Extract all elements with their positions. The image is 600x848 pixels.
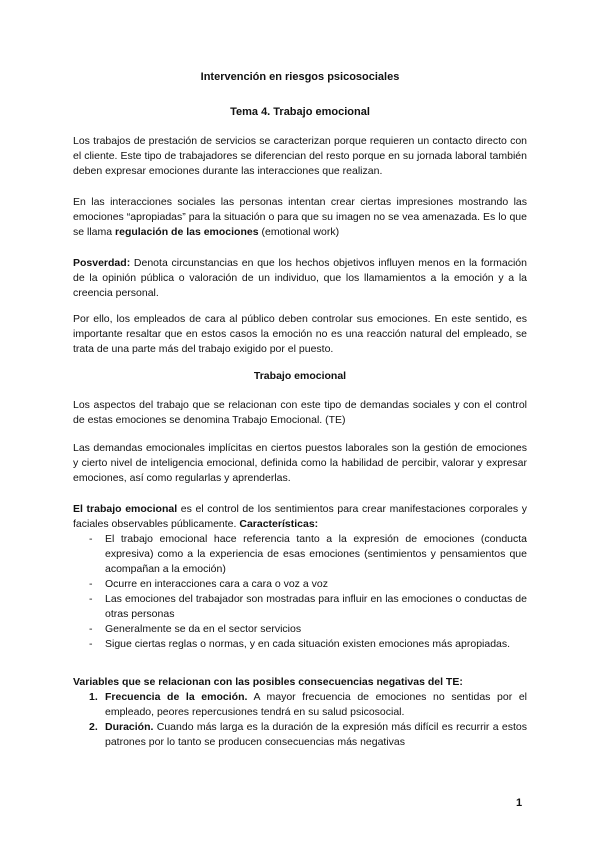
list-item: - Ocurre en interacciones cara a cara o voz a voz: [73, 577, 527, 592]
posverdad-term: Posverdad:: [73, 257, 131, 269]
document-title: Intervención en riesgos psicosociales: [200, 71, 400, 83]
list-item: - Las emociones del trabajador son mostradas para influir en las emociones o conductas de otras personas: [73, 592, 527, 622]
posverdad-definition: Denota circunstancias en que los hechos objetivos influyen menos en la formación de la opinión pública o valoración de un individuo, que los llamamientos a la emoción y a la creencia personal.: [73, 257, 527, 299]
variable-term: Duración.: [105, 721, 154, 733]
paragraph-intro: Los trabajos de prestación de servicios se caracterizan porque requieren un contacto directo con el cliente. Este tipo de trabajadores se diferencian del resto porque en su jornada laboral también deben expresar emociones durante las interacciones que realizan.: [73, 135, 527, 177]
paragraph-regulation: [73, 195, 527, 240]
definition-text: es el control de los sentimientos para crear manifestaciones corporales y faciales observables públicamente.: [73, 503, 527, 530]
document-subtitle: Tema 4. Trabajo emocional: [230, 106, 370, 118]
list-item: [73, 720, 527, 750]
variables-list: [73, 690, 527, 750]
paragraph-employees: Por ello, los empleados de cara al público deben controlar sus emociones. En este sentido, es importante resaltar que en estos casos la emoción no es una reacción natural del empleado, se trata de una parte más del trabajo exigido por el puesto.: [73, 313, 527, 355]
list-item: [73, 690, 527, 720]
characteristics-label: Características:: [239, 518, 319, 530]
section-heading-trabajo-emocional: Trabajo emocional: [253, 370, 347, 382]
list-item: - Generalmente se da en el sector servicios: [73, 622, 527, 637]
list-number: 2.: [89, 721, 98, 733]
page-number: 1: [516, 797, 523, 809]
paragraph-demands: Las demandas emocionales implícitas en ciertos puestos laborales son la gestión de emociones y cierto nivel de inteligencia emocional, definida como la habilidad de percibir, valorar y expresar emociones, así como regularlas y aprenderlas.: [73, 442, 527, 484]
list-item: - Sigue ciertas reglas o normas, y en cada situación existen emociones más apropiadas.: [73, 637, 527, 652]
paragraph-aspects: Los aspectos del trabajo que se relacionan con este tipo de demandas sociales y con el control de estas emociones se denomina Trabajo Emocional. (TE): [73, 399, 527, 426]
variable-term: Frecuencia de la emoción.: [105, 691, 248, 703]
paragraph-regulation-bold: regulación de las emociones: [115, 226, 259, 238]
list-number: 1.: [89, 691, 98, 703]
list-item: - El trabajo emocional hace referencia tanto a la expresión de emociones (conducta expresiva) como a la experiencia de esas emociones (sentimientos y pensamientos que acompañan a la emoción): [73, 532, 527, 577]
characteristics-list: [73, 532, 527, 652]
paragraph-regulation-text-a: En las interacciones sociales las personas intentan crear ciertas impresiones mostrando las emociones “apropiadas” para la situación o para que su imagen no se vea amenazada. Es lo que se llama: [73, 196, 527, 238]
paragraph-regulation-text-b: (emotional work): [258, 226, 340, 238]
paragraph-definition: [73, 502, 527, 532]
definition-term: El trabajo emocional: [73, 503, 178, 515]
variable-text: Cuando más larga es la duración de la expresión más difícil es recurrir a estos patrones por lo tanto se producen consecuencias más negativas: [105, 721, 527, 748]
paragraph-posverdad: [73, 256, 527, 301]
variables-heading: Variables que se relacionan con las posibles consecuencias negativas del TE:: [73, 676, 463, 688]
variable-text: A mayor frecuencia de emociones no sentidas por el empleado, peores repercusiones tendrá en su salud psicosocial.: [105, 691, 528, 718]
